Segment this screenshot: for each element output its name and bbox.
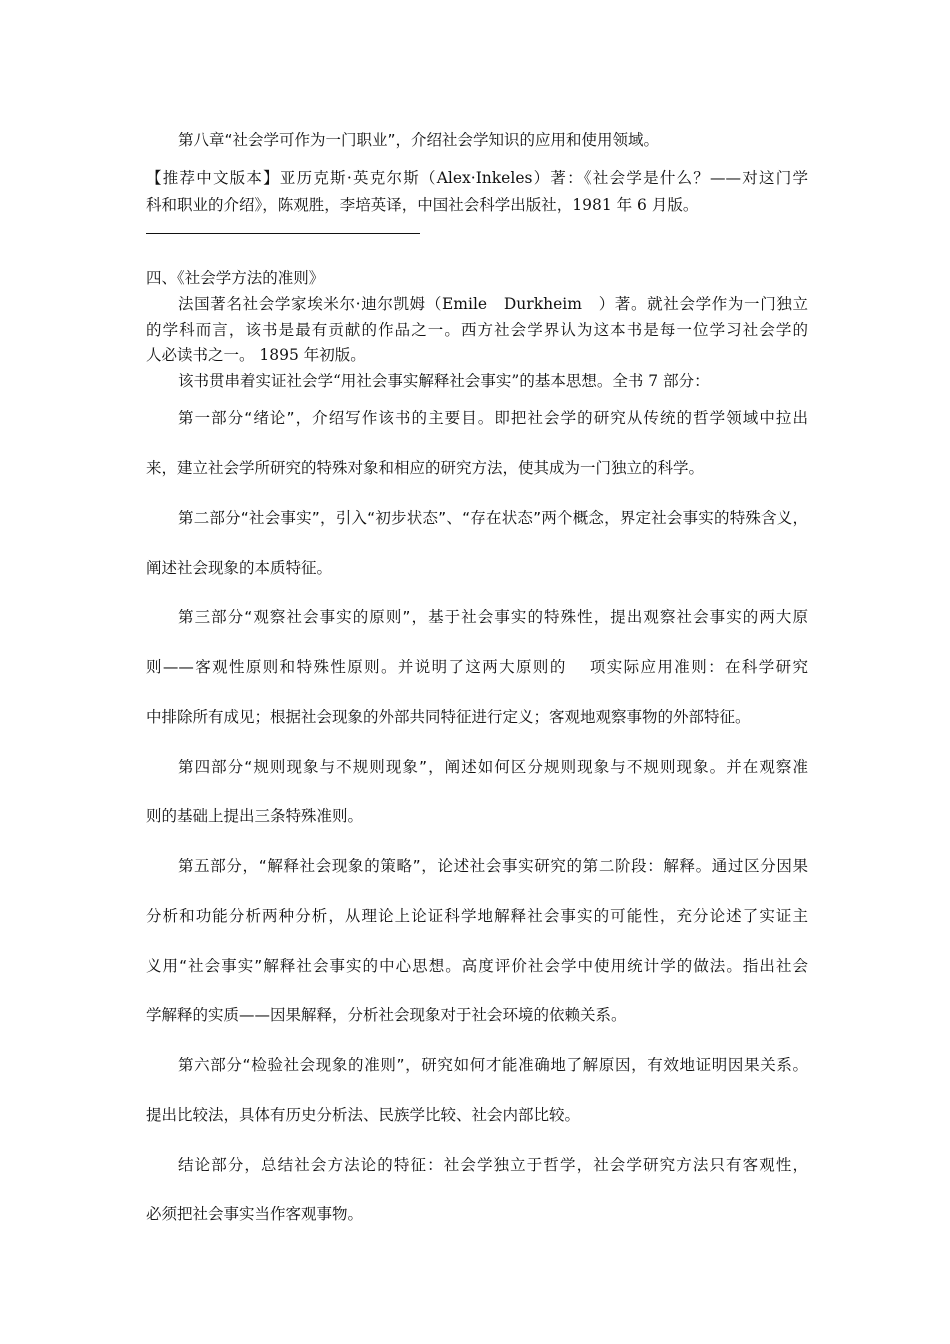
intro-line-4: 该书贯串着实证社会学“用社会事实解释社会事实”的基本思想。全书 7 部分： (178, 372, 710, 390)
intro-line-1: 法国著名社会学家埃米尔·迪尔凯姆（Emile Durkheim ）著。就社会学作为一门独立 (178, 295, 808, 313)
section-heading: 四、《社会学方法的准则》 (146, 269, 325, 287)
part4-line-1: 第四部分“规则现象与不规则现象”，阐述如何区分规则现象与不规则现象。并在观察准 (178, 758, 808, 776)
part5-line-3: 义用“社会事实”解释社会事实的中心思想。高度评价社会学中使用统计学的做法。指出社会 (146, 957, 808, 975)
part6-line-2: 提出比较法，具体有历史分析法、民族学比较、社会内部比较。 (146, 1106, 581, 1124)
conclusion-line-1: 结论部分，总结社会方法论的特征：社会学独立于哲学，社会学研究方法只有客观性， (178, 1156, 808, 1174)
part5-line-1: 第五部分，“解释社会现象的策略”，论述社会事实研究的第二阶段：解释。通过区分因果 (178, 857, 808, 875)
part3-line-1: 第三部分“观察社会事实的原则”，基于社会事实的特殊性，提出观察社会事实的两大原 (178, 608, 808, 626)
part5-line-2: 分析和功能分析两种分析，从理论上论证科学地解释社会事实的可能性，充分论述了实证主 (146, 907, 808, 925)
part2-line-1: 第二部分“社会事实”，引入“初步状态”、“存在状态”两个概念，界定社会事实的特殊含义， (178, 509, 808, 527)
intro-line-2: 的学科而言，该书是最有贡献的作品之一。西方社会学界认为这本书是每一位学习社会学的 (146, 321, 808, 339)
recommended-edition-line-1: 【推荐中文版本】亚历克斯·英克尔斯（Alex·Inkeles）著：《社会学是什么？——对这门学 (146, 169, 808, 187)
recommended-edition-line-2: 科和职业的介绍》，陈观胜，李培英译，中国社会科学出版社，1981 年 6 月版。 (146, 196, 699, 214)
part6-line-1: 第六部分“检验社会现象的准则”，研究如何才能准确地了解原因，有效地证明因果关系。 (178, 1056, 808, 1074)
part3-line-3: 中排除所有成见；根据社会现象的外部共同特征进行定义；客观地观察事物的外部特征。 (146, 708, 751, 726)
horizontal-rule (146, 233, 420, 234)
part1-line-1: 第一部分“绪论”，介绍写作该书的主要目。即把社会学的研究从传统的哲学领域中拉出 (178, 409, 808, 427)
part4-line-2: 则的基础上提出三条特殊准则。 (146, 807, 364, 825)
part3-line-2: 则——客观性原则和特殊性原则。并说明了这两大原则的 项实际应用准则：在科学研究 (146, 658, 808, 676)
part2-line-2: 阐述社会现象的本质特征。 (146, 559, 333, 577)
chapter8-summary: 第八章“社会学可作为一门职业”，介绍社会学知识的应用和使用领域。 (178, 131, 660, 149)
part1-line-2: 来，建立社会学所研究的特殊对象和相应的研究方法，使其成为一门独立的科学。 (146, 459, 705, 477)
intro-line-3: 人必读书之一。 1895 年初版。 (146, 346, 366, 364)
part5-line-4: 学解释的实质——因果解释，分析社会现象对于社会环境的依赖关系。 (146, 1006, 627, 1024)
conclusion-line-2: 必须把社会事实当作客观事物。 (146, 1205, 364, 1223)
